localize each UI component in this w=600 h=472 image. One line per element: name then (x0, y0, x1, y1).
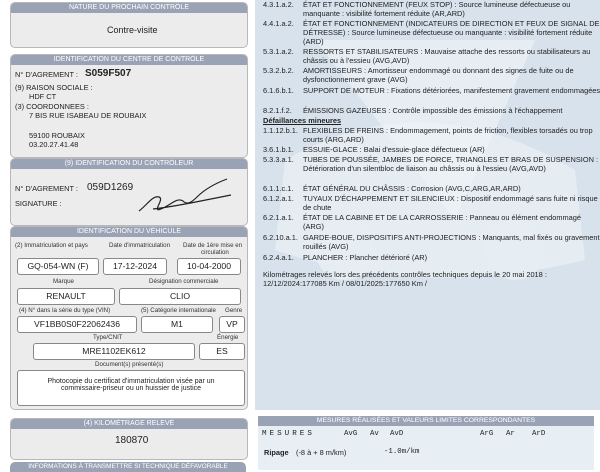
type-value: MRE1102EK612 (33, 343, 195, 360)
centre-header: IDENTIFICATION DU CENTRE DE CONTRÔLE (11, 55, 247, 65)
energie-value: ES (199, 343, 245, 360)
marque-value: RENAULT (17, 288, 115, 305)
ripage-range: (-8 à + 8 m/km) (296, 448, 347, 457)
defect-code: 8.2.1.f.2. (263, 106, 292, 115)
immat-label: (2) Immatriculation et pays (15, 242, 88, 249)
defect-code: 4.4.1.a.2. (263, 19, 294, 28)
marque-label: Marque (53, 278, 74, 285)
defect-code: 6.2.10.a.1. (263, 233, 298, 242)
prochain-controle-header: NATURE DU PROCHAIN CONTRÔLE (11, 3, 247, 13)
ripage-value: -1.0m/km (384, 448, 420, 456)
mesures-panel (258, 416, 594, 470)
defect-text: SUPPORT DE MOTEUR : Fixations détériorées, manifestement gravement endommagées (303, 86, 600, 95)
centre-agrement-label: N° D'AGREMENT : (15, 70, 78, 79)
defect-text: ÉTAT ET FONCTIONNEMENT (INDICATEURS DE DIRECTION ET FEUX DE SIGNAL DE DÉTRESSE) : Source lumineuse défectueuse ou manquante : visibilité fortement réduite (ARD) (303, 19, 600, 46)
centre-panel (10, 54, 248, 158)
documents-label: Document(s) présenté(s) (95, 361, 164, 368)
kilometrage-value: 180870 (115, 435, 149, 446)
col-arg: ArG (480, 430, 494, 438)
defect-code: 6.1.6.b.1. (263, 86, 294, 95)
date-immat-label: Date d'immatriculation (109, 242, 171, 249)
controleur-panel (10, 158, 248, 226)
controleur-header: (9) IDENTIFICATION DU CONTRÔLEUR (11, 159, 247, 169)
prochain-controle-panel (10, 2, 248, 48)
controleur-agrement-label: N° D'AGREMENT : (15, 184, 78, 193)
genre-value: VP (219, 316, 245, 333)
centre-phone: 03.20.27.41.48 (29, 140, 79, 149)
date-first-label-1: Date de 1ère mise en (183, 242, 243, 249)
km-history-1: Kilométrages relevés lors des précédents contrôles techniques depuis le 20 mai 2018 : (263, 270, 547, 279)
date-immat-value: 17-12-2024 (103, 258, 167, 275)
col-av: Av (370, 430, 379, 438)
bottom-left-header: INFORMATIONS À TRANSMETTRE SI TECHNIQUE DÉFAVORABLE (10, 462, 246, 472)
defect-code: 5.3.3.a.1. (263, 155, 294, 164)
defect-text: ÉTAT DE LA CABINE ET DE LA CARROSSERIE : Panneau ou élément endommagé (ARG) (303, 213, 581, 231)
documents-value-1: Photocopie du certificat d'immatriculation visée par un (47, 378, 215, 385)
defect-text: PLANCHER : Plancher détérioré (AR) (303, 253, 428, 262)
vin-value: VF1BB0S0F22062436 (17, 316, 137, 333)
vehicule-panel (10, 226, 248, 410)
mesures-header: MESURES RÉALISÉES ET VALEURS LIMITES CORRESPONDANTES (258, 416, 594, 426)
col-avg: AvG (344, 430, 358, 438)
defect-code: 6.2.4.a.1. (263, 253, 294, 262)
minor-header: Défaillances mineures (263, 116, 342, 125)
centre-raison-label: (9) RAISON SOCIALE : (15, 83, 93, 92)
categorie-label: (5) Catégorie internationale (141, 307, 216, 314)
defect-code: 3.6.1.b.1. (263, 145, 294, 154)
signature-label: SIGNATURE : (15, 199, 62, 208)
mesures-label: MESURES (262, 430, 315, 438)
defect-code: 5.3.2.b.2. (263, 66, 294, 75)
defect-text: TUYAUX D'ÉCHAPPEMENT ET SILENCIEUX : Dispositif endommagé sans fuite ni risque de chute (303, 194, 598, 212)
type-label: Type/CNIT (93, 334, 123, 341)
date-first-value: 10-04-2000 (177, 258, 241, 275)
defect-code: 5.3.1.a.2. (263, 47, 294, 56)
signature-image (131, 175, 241, 219)
centre-raison-value: HDF CT (29, 92, 57, 101)
centre-agrement-value: S059F507 (85, 68, 132, 79)
genre-label: Genre (225, 307, 243, 314)
energie-label: Énergie (217, 334, 239, 341)
kilometrage-header: (4) KILOMÉTRAGE RELEVÉ (11, 419, 247, 429)
defect-text: RESSORTS ET STABILISATEURS : Mauvaise attache des ressorts ou stabilisateurs au châssis ou à l'essieu (AVG,AVD) (303, 47, 591, 65)
defect-code: 1.1.12.b.1. (263, 126, 298, 135)
defect-text: TUBES DE POUSSÉE, JAMBES DE FORCE, TRIANGLES ET BRAS DE SUSPENSION : Détérioration d'un silentbloc de liaison au châssis ou à l'essieu (AVG,AVD) (303, 155, 599, 173)
col-ar: Ar (506, 430, 515, 438)
date-first-label-2: circulation (201, 249, 229, 256)
immat-value: GQ-054-WN (F) (17, 258, 99, 275)
designation-value: CLIO (119, 288, 241, 305)
km-history-2: 12/12/2024:177085 Km / 08/01/2025:177650 Km / (263, 279, 427, 288)
defect-code: 6.1.1.c.1. (263, 184, 294, 193)
defect-text: ÉTAT ET FONCTIONNEMENT (FEUX STOP) : Source lumineuse défectueuse ou manquante : visibilité fortement réduite (AR,ARD) (303, 0, 571, 18)
defect-text: AMORTISSEURS : Amortisseur endommagé ou donnant des signes de fuite ou de dysfonctionnement grave (AVG) (303, 66, 574, 84)
defect-text: FLEXIBLES DE FREINS : Endommagement, points de friction, flexibles torsadés ou trop courts (ARG,ARD) (303, 126, 593, 144)
categorie-value: M1 (141, 316, 213, 333)
prochain-controle-value: Contre-visite (107, 25, 158, 35)
defect-text: ÉTAT GÉNÉRAL DU CHÂSSIS : Corrosion (AVG,C,ARG,AR,ARD) (303, 184, 521, 193)
col-avd: AvD (390, 430, 404, 438)
defect-code: 6.1.2.a.1. (263, 194, 294, 203)
controleur-agrement-value: 059D1269 (87, 182, 134, 193)
defect-text: ESSUIE-GLACE : Balai d'essuie-glace défectueux (AR) (303, 145, 485, 154)
centre-city: 59100 ROUBAIX (29, 131, 85, 140)
defect-text: GARDE-BOUE, DISPOSITIFS ANTI-PROJECTIONS : Manquants, mal fixés ou gravement rouillés (AVG) (303, 233, 600, 251)
defect-text: ÉMISSIONS GAZEUSES : Contrôle impossible des émissions à l'échappement (303, 106, 563, 115)
documents-value-2: commissaire-priseur ou un huissier de justice (60, 385, 202, 392)
vehicule-header: IDENTIFICATION DU VÉHICULE (11, 227, 247, 237)
defect-code: 4.3.1.a.2. (263, 0, 294, 9)
documents-box (17, 370, 245, 406)
kilometrage-panel (10, 418, 248, 460)
vin-label: (4) N° dans la série du type (VIN) (19, 307, 111, 314)
ripage-label: Ripage (264, 448, 289, 457)
centre-address: 7 BIS RUE ISABEAU DE ROUBAIX (29, 111, 147, 120)
defect-code: 6.2.1.a.1. (263, 213, 294, 222)
col-ard: ArD (532, 430, 546, 438)
centre-coord-label: (3) COORDONNEES : (15, 102, 89, 111)
designation-label: Désignation commerciale (149, 278, 219, 285)
